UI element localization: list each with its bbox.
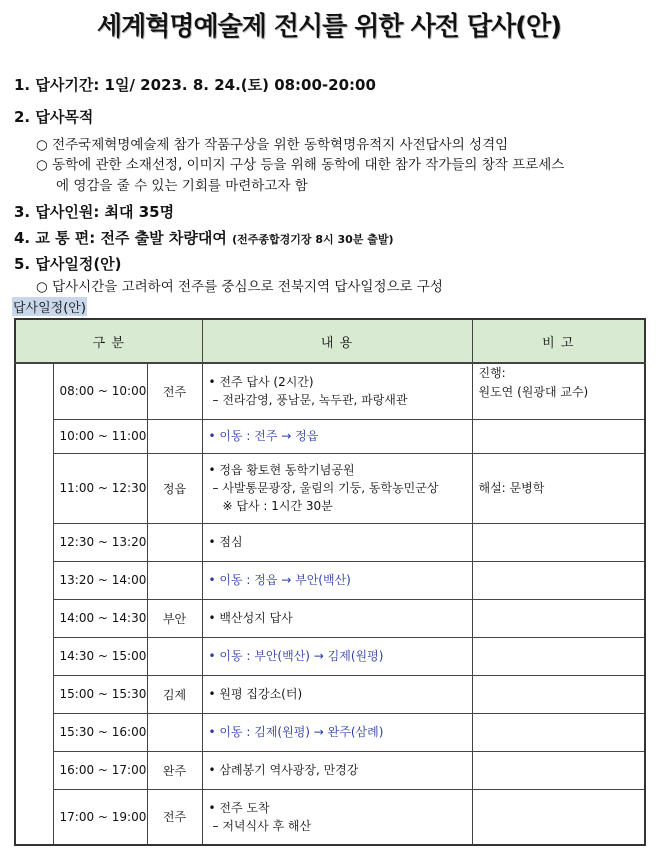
note-line: 원도연 (원광대 교수)	[478, 385, 589, 399]
content-line: – 저녁식사 후 해산	[212, 818, 312, 833]
date-column-cell	[15, 363, 53, 845]
time-cell: 14:00 ~ 14:30	[53, 599, 147, 637]
note-cell	[472, 751, 645, 789]
purpose-item-2-cont: 에 영감을 줄 수 있는 기회를 마련하고자 함	[56, 178, 308, 194]
time-cell: 15:00 ~ 15:30	[53, 675, 147, 713]
place-cell	[147, 523, 202, 561]
time-cell: 16:00 ~ 17:00	[53, 751, 147, 789]
content-cell	[202, 751, 472, 789]
place-cell	[147, 561, 202, 599]
note-cell	[472, 363, 645, 419]
content-line: • 이동 : 전주 → 정읍	[208, 429, 319, 443]
schedule-description: ○ 답사시간을 고려하여 전주를 중심으로 전북지역 답사일정으로 구성	[36, 279, 443, 295]
table-row	[15, 453, 645, 523]
table-row	[15, 675, 645, 713]
purpose-item-2: ○ 동학에 관한 소재선정, 이미지 구상 등을 위해 동학에 대한 참가 작가들의 창작 프로세스	[36, 157, 565, 173]
note-line: 해설: 문병학	[478, 480, 545, 495]
table-caption: 답사일정(안)	[12, 297, 87, 316]
place-cell: 전주	[147, 363, 202, 419]
place-cell: 정읍	[147, 453, 202, 523]
section-period: 1. 답사기간: 1일/ 2023. 8. 24.(토) 08:00-20:00	[14, 76, 376, 94]
table-row	[15, 599, 645, 637]
content-line: • 정읍 황토현 동학기념공원	[208, 463, 355, 477]
place-cell: 김제	[147, 675, 202, 713]
note-cell	[472, 675, 645, 713]
note-cell	[472, 599, 645, 637]
content-cell	[202, 675, 472, 713]
note-cell	[472, 561, 645, 599]
note-cell	[472, 637, 645, 675]
table-row	[15, 789, 645, 845]
note-cell	[472, 789, 645, 845]
content-cell	[202, 599, 472, 637]
place-cell: 완주	[147, 751, 202, 789]
content-line: – 사발통문광장, 울림의 기둥, 동학농민군상	[212, 481, 439, 495]
content-line: • 이동 : 정읍 → 부안(백산)	[208, 573, 351, 587]
content-line: • 삼례봉기 역사광장, 만경강	[208, 763, 359, 777]
table-row	[15, 637, 645, 675]
header-category: 구 분	[15, 319, 202, 363]
content-line: • 전주 도착	[208, 800, 270, 815]
content-cell	[202, 789, 472, 845]
place-cell: 부안	[147, 599, 202, 637]
content-cell	[202, 523, 472, 561]
section-transport	[14, 227, 393, 248]
place-cell	[147, 713, 202, 751]
section-schedule-heading: 5. 답사일정(안)	[14, 255, 122, 273]
content-cell	[202, 637, 472, 675]
table-row	[15, 751, 645, 789]
content-line: ※ 답사 : 1시간 30분	[222, 499, 333, 513]
schedule-table	[14, 318, 646, 846]
content-cell	[202, 713, 472, 751]
content-cell	[202, 561, 472, 599]
transport-text: 4. 교 통 편: 전주 출발 차량대여	[14, 229, 227, 247]
note-cell	[472, 713, 645, 751]
content-cell	[202, 453, 472, 523]
content-line: • 이동 : 김제(원평) → 완주(삼례)	[208, 725, 384, 739]
content-cell	[202, 363, 472, 419]
time-cell: 14:30 ~ 15:00	[53, 637, 147, 675]
table-row	[15, 561, 645, 599]
content-line: • 백산성지 답사	[208, 611, 293, 625]
table-row	[15, 713, 645, 751]
time-cell: 10:00 ~ 11:00	[53, 419, 147, 453]
table-row	[15, 523, 645, 561]
content-cell	[202, 419, 472, 453]
time-cell: 11:00 ~ 12:30	[53, 453, 147, 523]
note-cell	[472, 419, 645, 453]
table-row	[15, 363, 645, 419]
purpose-item-1: ○ 전주국제혁명예술제 참가 작품구상을 위한 동학혁명유적지 사전답사의 성격임	[36, 137, 509, 153]
section-purpose-heading: 2. 답사목적	[14, 108, 94, 126]
content-line: – 전라감영, 풍남문, 녹두관, 파랑새관	[212, 393, 408, 408]
note-cell	[472, 523, 645, 561]
place-cell: 전주	[147, 789, 202, 845]
section-people: 3. 답사인원: 최대 35명	[14, 203, 175, 221]
time-cell: 13:20 ~ 14:00	[53, 561, 147, 599]
note-line: 진행:	[478, 366, 506, 380]
place-cell	[147, 419, 202, 453]
place-cell	[147, 637, 202, 675]
document-title: 세계혁명예술제 전시를 위한 사전 답사(안)	[97, 12, 561, 42]
table-header-row	[15, 319, 645, 363]
content-line: • 이동 : 부안(백산) → 김제(원평)	[208, 649, 384, 663]
content-line: • 점심	[208, 535, 243, 549]
time-cell: 08:00 ~ 10:00	[53, 363, 147, 419]
transport-note: (전주종합경기장 8시 30분 출발)	[232, 233, 394, 246]
content-line: • 전주 답사 (2시간)	[208, 375, 314, 390]
time-cell: 15:30 ~ 16:00	[53, 713, 147, 751]
time-cell: 12:30 ~ 13:20	[53, 523, 147, 561]
content-line: • 원평 집강소(터)	[208, 687, 303, 701]
header-content: 내 용	[202, 319, 472, 363]
time-cell: 17:00 ~ 19:00	[53, 789, 147, 845]
table-row	[15, 419, 645, 453]
header-note: 비 고	[472, 319, 645, 363]
note-cell	[472, 453, 645, 523]
